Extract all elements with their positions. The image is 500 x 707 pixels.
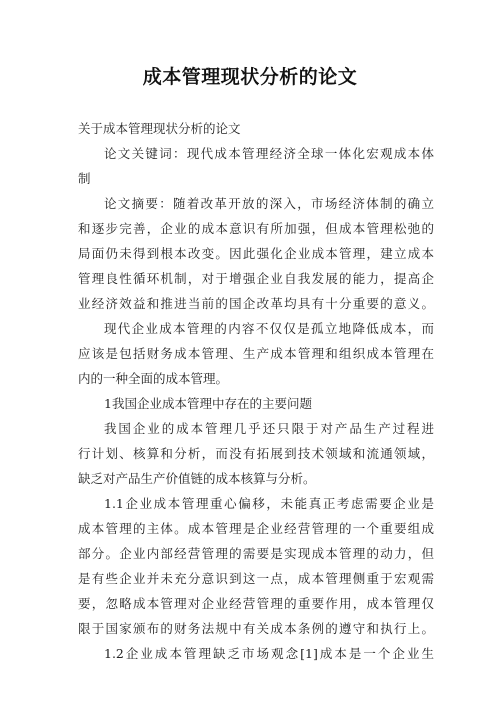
paragraph-line: 1.2企业成本管理缺乏市场观念[1]成本是一个企业生 — [104, 646, 434, 661]
document-body — [78, 116, 434, 666]
abstract-line: 管理良性循环机制，对于增强企业自我发展的能力，提高企 — [78, 271, 434, 286]
abstract-line: 业经济效益和推进当前的国企改革均具有十分重要的意义。 — [78, 296, 434, 311]
paragraph-line: 我国企业的成本管理几乎还只限于对产品生产过程进 — [104, 421, 434, 436]
paragraph-line: 缺乏对产品生产价值链的成本核算与分析。 — [78, 471, 316, 486]
paragraph-line: 要，忽略成本管理对企业经营管理的重要作用，成本管理仅 — [78, 596, 434, 611]
document-title: 成本管理现状分析的论文 — [142, 66, 358, 88]
paragraph-line: 应该是包括财务成本管理、生产成本管理和组织成本管理在 — [78, 346, 434, 361]
abstract-line: 和逐步完善，企业的成本意识有所加强，但成本管理松弛的 — [78, 221, 434, 236]
paragraph-line: 行计划、核算和分析，而没有拓展到技术领域和流通领域， — [78, 446, 434, 461]
abstract-line: 局面仍未得到根本改变。因此强化企业成本管理，建立成本 — [78, 246, 434, 261]
section-heading: 1我国企业成本管理中存在的主要问题 — [104, 396, 312, 411]
paragraph-line: 内的一种全面的成本管理。 — [78, 371, 229, 386]
subtitle-line: 关于成本管理现状分析的论文 — [78, 121, 241, 136]
paragraph-line: 是有些企业并未充分意识到这一点，成本管理侧重于宏观需 — [78, 571, 434, 586]
keywords-line: 论文关键词：现代成本管理经济全球一体化宏观成本体 — [104, 146, 434, 161]
abstract-line: 论文摘要：随着改革开放的深入，市场经济体制的确立 — [104, 196, 434, 211]
paragraph-line: 成本管理的主体。成本管理是企业经营管理的一个重要组成 — [78, 521, 434, 536]
paragraph-line: 限于国家颁布的财务法规中有关成本条例的遵守和执行上。 — [78, 621, 434, 636]
paragraph-line: 现代企业成本管理的内容不仅仅是孤立地降低成本，而 — [104, 321, 434, 336]
keywords-line: 制 — [78, 171, 91, 186]
paragraph-line: 部分。企业内部经营管理的需要是实现成本管理的动力，但 — [78, 546, 434, 561]
paragraph-line: 1.1企业成本管理重心偏移，未能真正考虑需要企业是 — [104, 496, 434, 511]
